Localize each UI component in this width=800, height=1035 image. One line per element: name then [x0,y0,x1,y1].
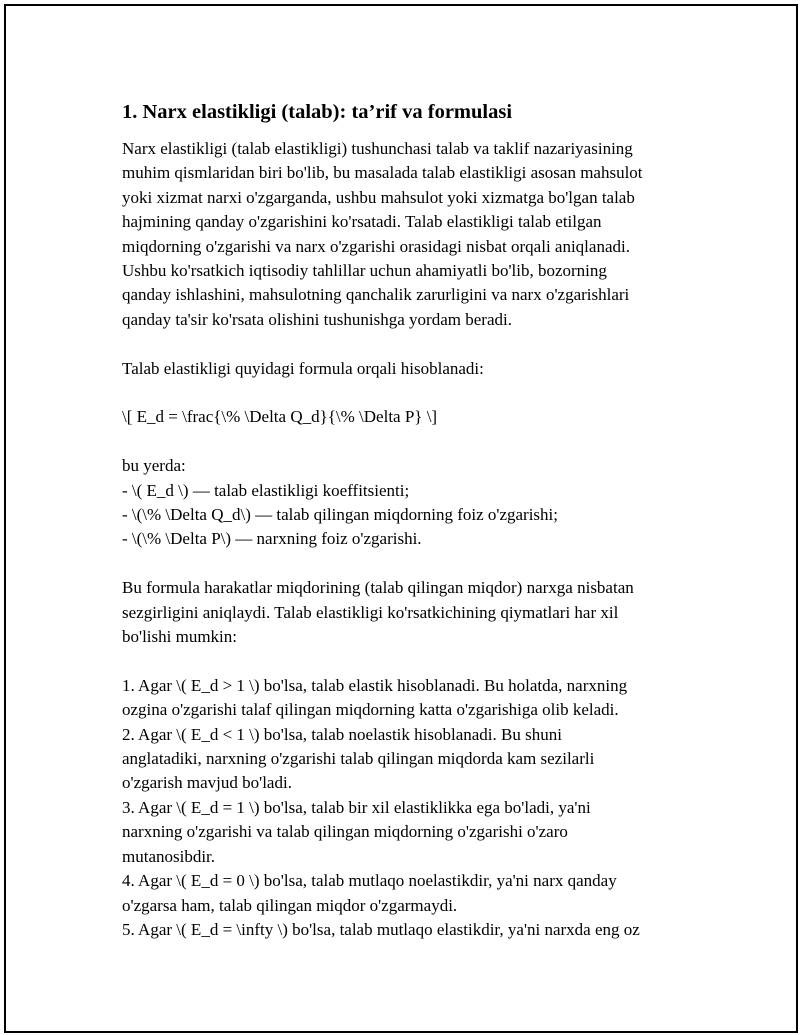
text-line: Bu formula harakatlar miqdorining (talab qilingan miqdor) narxga nisbatan [122,578,634,598]
paragraph-gap [122,552,712,576]
list-item-line: o'zgarsa ham, talab qilingan miqdor o'zgarmaydi. [122,895,458,915]
sensitivity-paragraph [122,576,712,649]
formula-text: \[ E_d = \frac{\% \Delta Q_d}{\% \Delta P} \] [122,407,438,427]
text-line: bo'lishi mumkin: [122,627,237,647]
list-item-line: mutanosibdir. [122,846,216,866]
text-line: bu yerda: [122,456,186,476]
elasticity-cases-list [122,674,712,942]
text-line: hajmining qanday o'zgarishini ko'rsatadi. Talab elastikligi talab etilgan [122,212,602,232]
page-frame [4,4,798,1033]
list-item-line: narxning o'zgarishi va talab qilingan miqdorning o'zgarishi o'zaro [122,822,568,842]
variable-definitions [122,454,712,552]
paragraph-gap [122,649,712,673]
list-item-line: ozgina o'zgarishi talaf qilingan miqdorning katta o'zgarishiga olib keladi. [122,700,619,720]
text-line: qanday ta'sir ko'rsata olishini tushunishga yordam beradi. [122,309,512,329]
list-item-line: anglatadiki, narxning o'zgarishi talab qilingan miqdorda kam sezilarli [122,749,595,769]
formula-intro: Talab elastikligi quyidagi formula orqali hisoblanadi: [122,358,484,378]
list-item-line: 2. Agar \( E_d < 1 \) bo'lsa, talab noelastik hisoblanadi. Bu shuni [122,724,562,744]
list-item-line: 4. Agar \( E_d = 0 \) bo'lsa, talab mutlaqo noelastikdir, ya'ni narx qanday [122,871,617,891]
text-line: qanday ishlashini, mahsulotning qanchalik zarurligini va narx o'zgarishlari [122,285,630,305]
list-item-line: 5. Agar \( E_d = \infty \) bo'lsa, talab mutlaqo elastikdir, ya'ni narxda eng oz [122,919,640,939]
definition-item: - \(\% \Delta Q_d\) — talab qilingan miqdorning foiz o'zgarishi; [122,505,558,525]
list-item-line: o'zgarish mavjud bo'ladi. [122,773,292,793]
text-line: miqdorning o'zgarishi va narx o'zgarishi orasidagi nisbat orqali aniqlanadi. [122,236,630,256]
paragraph-gap [122,381,712,405]
paragraph-gap [122,430,712,454]
definition-item: - \(\% \Delta P\) — narxning foiz o'zgarishi. [122,529,422,549]
text-line: Ushbu ko'rsatkich iqtisodiy tahlillar uchun ahamiyatli bo'lib, bozorning [122,261,607,281]
list-item-line: 1. Agar \( E_d > 1 \) bo'lsa, talab elastik hisoblanadi. Bu holatda, narxning [122,675,628,695]
paragraph-gap [122,332,712,356]
text-line: yoki xizmat narxi o'zgarganda, ushbu mahsulot yoki xizmatga bo'lgan talab [122,187,635,207]
intro-paragraph [122,137,712,332]
text-line: sezgirligini aniqlaydi. Talab elastikligi ko'rsatkichining qiymatlari har xil [122,602,619,622]
section-heading: 1. Narx elastikligi (talab): ta’rif va formulasi [122,101,513,123]
document-body [122,98,712,942]
definition-item: - \( E_d \) — talab elastikligi koeffitsienti; [122,480,410,500]
text-line: muhim qismlaridan biri bo'lib, bu masalada talab elastikligi asosan mahsulot [122,163,643,183]
text-line: Narx elastikligi (talab elastikligi) tushunchasi talab va taklif nazariyasining [122,139,633,158]
list-item-line: 3. Agar \( E_d = 1 \) bo'lsa, talab bir xil elastiklikka ega bo'ladi, ya'ni [122,797,591,817]
